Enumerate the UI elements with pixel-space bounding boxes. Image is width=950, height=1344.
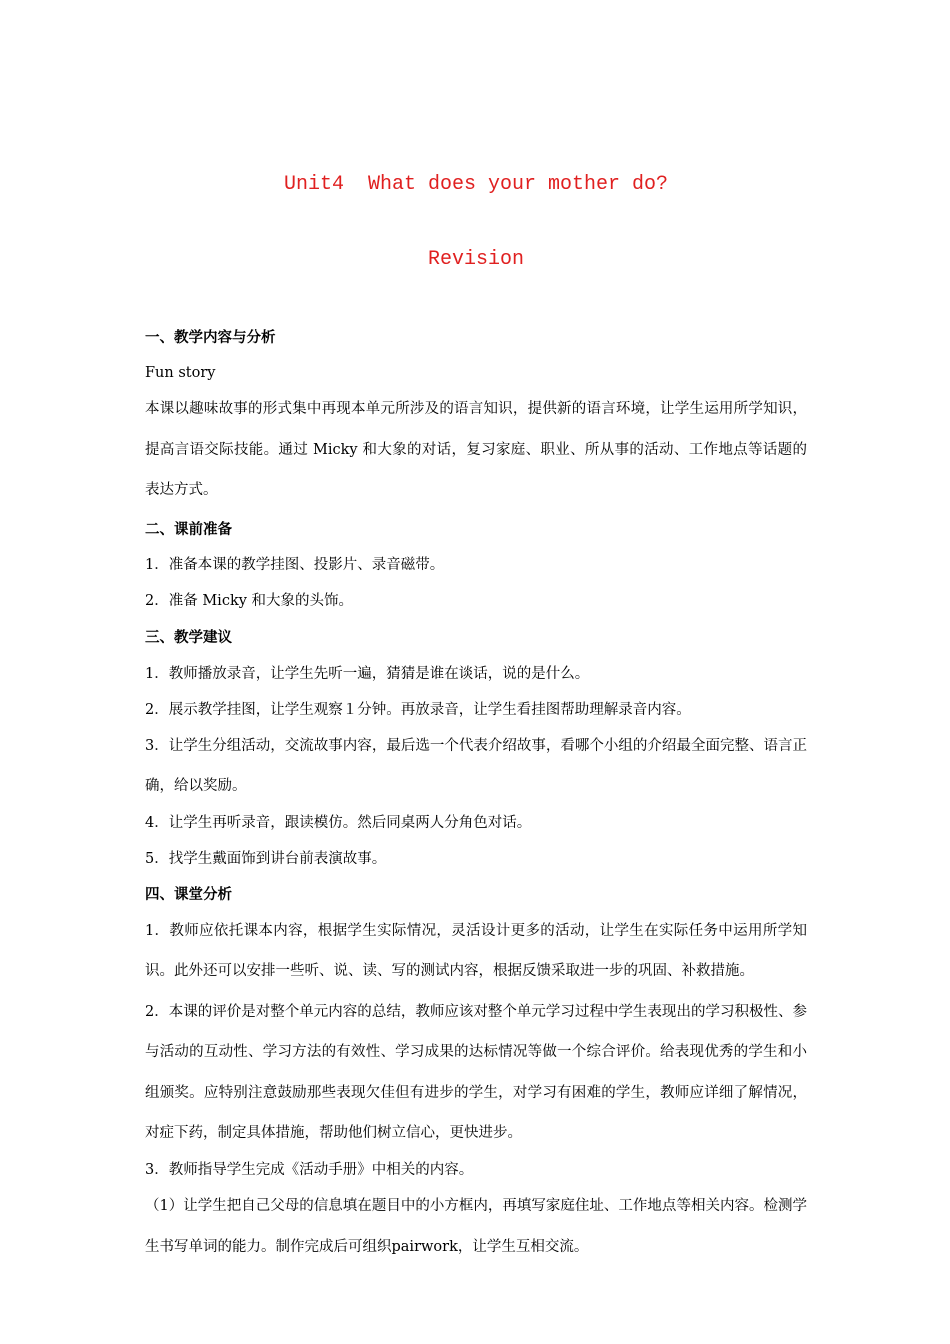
section-heading-teaching-suggestions: 三、教学建议 (145, 629, 232, 646)
suggestion-item: 3．让学生分组活动，交流故事内容，最后选一个代表介绍故事，看哪个小组的介绍最全面完整、语言正确，给以奖励。 (145, 737, 807, 794)
document-title (145, 122, 807, 322)
preparation-item: 2．准备 Micky 和大象的头饰。 (145, 592, 354, 609)
title-line-2: Revision (427, 248, 524, 271)
preparation-item: 1．准备本课的教学挂图、投影片、录音磁带。 (145, 556, 445, 573)
section-heading-preparation: 二、课前准备 (145, 521, 232, 538)
section-heading-content-analysis: 一、教学内容与分析 (145, 330, 276, 346)
section-heading-classroom-analysis: 四、课堂分析 (145, 886, 232, 903)
suggestion-item: 5．找学生戴面饰到讲台前表演故事。 (145, 850, 387, 867)
fun-story-label: Fun story (145, 365, 216, 381)
title-line-1: Unit4 What does your mother do? (283, 173, 669, 196)
analysis-item: 3．教师指导学生完成《活动手册》中相关的内容。 (145, 1161, 474, 1178)
suggestion-item: 4．让学生再听录音，跟读模仿。然后同桌两人分角色对话。 (145, 814, 532, 831)
document-page (145, 122, 807, 1267)
analysis-item: （1）让学生把自己父母的信息填在题目中的小方框内，再填写家庭住址、工作地点等相关内容。检测学生书写单词的能力。制作完成后可组织pairwork，让学生互相交流。 (145, 1198, 807, 1255)
suggestion-item: 2．展示教学挂图，让学生观察１分钟。再放录音，让学生看挂图帮助理解录音内容。 (145, 701, 691, 718)
content-analysis-paragraph: 本课以趣味故事的形式集中再现本单元所涉及的语言知识，提供新的语言环境，让学生运用所学知识，提高言语交际技能。通过 Micky 和大象的对话，复习家庭、职业、所从事的活动、工作地点等话题的表达方式。 (145, 401, 807, 498)
analysis-item: 2．本课的评价是对整个单元内容的总结，教师应该对整个单元学习过程中学生表现出的学习积极性、参与活动的互动性、学习方法的有效性、学习成果的达标情况等做一个综合评价。给表现优秀的学生和小组颁奖。应特别注意鼓励那些表现欠佳但有进步的学生，对学习有困难的学生，教师应详细了解情况，对症下药，制定具体措施，帮助他们树立信心，更快进步。 (145, 1003, 807, 1141)
analysis-item: 1．教师应依托课本内容，根据学生实际情况，灵活设计更多的活动，让学生在实际任务中运用所学知识。此外还可以安排一些听、说、读、写的测试内容，根据反馈采取进一步的巩固、补救措施。 (145, 922, 807, 979)
suggestion-item: 1．教师播放录音，让学生先听一遍，猜猜是谁在谈话，说的是什么。 (145, 665, 590, 682)
